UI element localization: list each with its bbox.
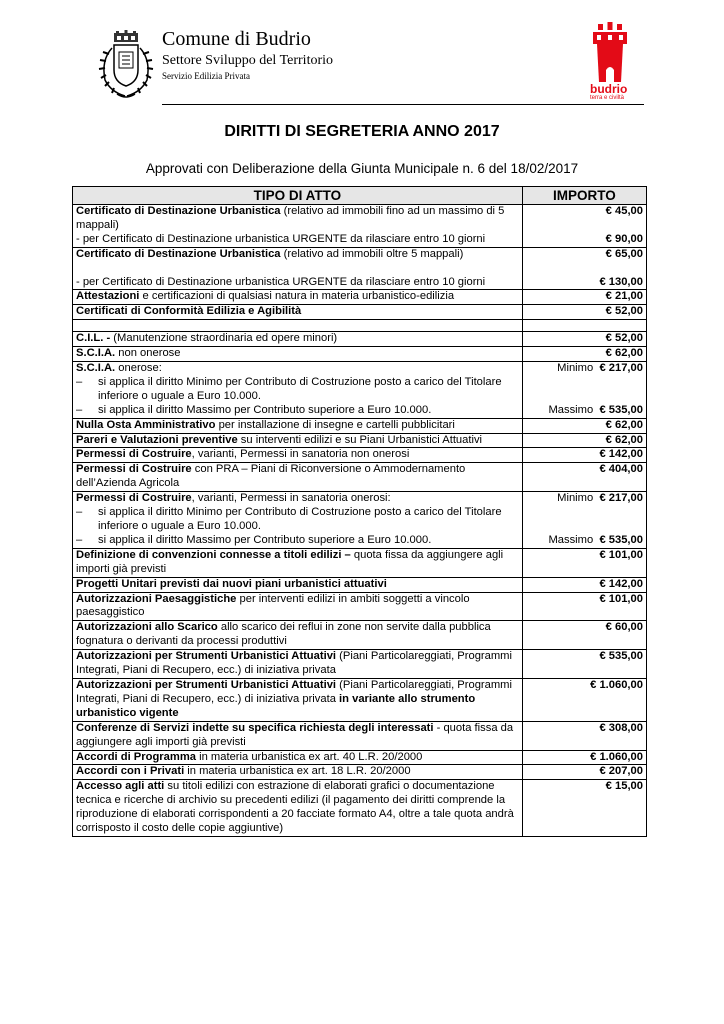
row-amount: € 21,00: [522, 290, 646, 305]
row-text: (Piani Particolareggiati, Programmi Integrati, Piani di Recupero, ecc.) di iniziativa privata: [76, 678, 512, 705]
subitem-text: si applica il diritto Massimo per Contributo superiore a Euro 10.000.: [98, 403, 432, 416]
table-row: [73, 247, 647, 290]
row-text: per installazione di insegne e cartelli pubblicitari: [215, 418, 455, 431]
logo-wordmark: budrio: [590, 82, 628, 96]
row-text: (Manutenzione straordinaria ed opere minori): [110, 332, 338, 345]
subitem-text: si applica il diritto Massimo per Contributo superiore a Euro 10.000.: [98, 533, 432, 546]
minimum-amount: € 217,00: [599, 492, 643, 505]
row-title: Nulla Osta Amministrativo: [76, 418, 216, 431]
table-row: [73, 548, 647, 577]
dash-bullet: –: [76, 506, 83, 519]
row-text: su interventi edilizi e su Piani Urbanistici Attuativi: [237, 433, 483, 446]
row-amount: € 62,00: [522, 433, 646, 448]
municipality-name: Comune di Budrio: [162, 28, 311, 50]
row-text: - quota fissa da aggiungere agli importi già previsti: [76, 721, 514, 748]
row-description: [73, 332, 523, 347]
row-title: Autorizzazioni per Strumenti Urbanistici Attuativi: [76, 650, 337, 663]
row-sub-amount: € 90,00: [605, 232, 643, 245]
row-text: in materia urbanistica ex art. 18 L.R. 20/2000: [184, 765, 411, 778]
row-text: e certificazioni di qualsiasi natura in materia urbanistico-edilizia: [139, 290, 455, 303]
row-amount-minimum: [526, 492, 643, 506]
row-subitem: - per Certificato di Destinazione urbanistica URGENTE da rilasciare entro 10 giorni: [76, 232, 486, 245]
document-subtitle: Approvati con Deliberazione della Giunta Municipale n. 6 del 18/02/2017: [145, 161, 579, 176]
row-description: [73, 305, 523, 320]
row-title: Accordi di Programma: [76, 750, 196, 763]
column-header-amount: IMPORTO: [522, 187, 646, 205]
table-row: [73, 433, 647, 448]
row-description: [73, 362, 523, 419]
minimum-label: Minimo: [557, 362, 594, 375]
row-title: Autorizzazioni Paesaggistiche: [76, 592, 237, 605]
row-description: [73, 205, 523, 248]
row-title: Autorizzazioni per Strumenti Urbanistici Attuativi: [76, 678, 337, 691]
row-amount-cell: [522, 205, 646, 248]
table-row: [73, 678, 647, 721]
row-amount: € 101,00: [522, 592, 646, 621]
subitem-text: si applica il diritto Minimo per Contributo di Costruzione posto a carico del Titolare inferiore o uguale a Euro 10.000.: [98, 375, 502, 402]
row-text: per interventi edilizi in ambiti soggetti a vincolo paesaggistico: [76, 592, 470, 619]
row-description: [73, 548, 523, 577]
row-text: , varianti, Permessi in sanatoria non onerosi: [191, 448, 410, 461]
table-row: [73, 750, 647, 765]
row-text: , varianti, Permessi in sanatoria onerosi:: [191, 492, 391, 505]
row-amount: € 142,00: [522, 577, 646, 592]
row-amount: € 101,00: [522, 548, 646, 577]
row-title: Progetti Unitari previsti dai nuovi piani urbanistici attuativi: [76, 577, 387, 590]
row-title: Permessi di Costruire: [76, 463, 192, 476]
row-description: [73, 492, 523, 549]
minimum-label: Minimo: [557, 492, 594, 505]
row-title: Conferenze di Servizi indette su specifica richiesta degli interessati: [76, 721, 434, 734]
table-row: [73, 592, 647, 621]
row-title: Autorizzazioni allo Scarico: [76, 621, 218, 634]
row-description: [73, 621, 523, 650]
service-name: Servizio Edilizia Privata: [162, 71, 250, 81]
row-description: [73, 433, 523, 448]
row-subitem-maximum: [76, 534, 519, 548]
municipal-crest-icon: [95, 30, 157, 102]
row-title: Certificati di Conformità Edilizia e Agibilità: [76, 305, 302, 318]
table-row: [73, 621, 647, 650]
row-title: S.C.I.A.: [76, 347, 116, 360]
row-title: C.I.L. -: [76, 332, 111, 345]
row-amount: € 52,00: [522, 305, 646, 320]
row-amount: € 15,00: [522, 780, 646, 837]
row-title: Attestazioni: [76, 290, 140, 303]
row-text: con PRA – Piani di Riconversione o Ammodernamento dell’Azienda Agricola: [76, 463, 466, 490]
row-description: [73, 247, 523, 290]
row-text: (Piani Particolareggiati, Programmi Integrati, Piani di Recupero, ecc.) di iniziativa privata: [76, 650, 512, 677]
maximum-amount: € 535,00: [599, 533, 643, 546]
table-row: [73, 332, 647, 347]
table-row: [73, 205, 647, 248]
row-title: Permessi di Costruire: [76, 448, 192, 461]
row-title: Pareri e Valutazioni preventive: [76, 433, 238, 446]
row-emphasis: in variante allo strumento urbanistico vigente: [76, 692, 476, 719]
table-row: [73, 347, 647, 362]
row-amount: € 535,00: [522, 650, 646, 679]
row-text: allo scarico dei reflui in zone non servite dalla pubblica fognatura o derivanti da processi produttivi: [76, 621, 491, 648]
header-text: [162, 28, 333, 81]
row-title: Definizione di convenzioni connesse a titoli edilizi –: [76, 548, 351, 561]
maximum-label: Massimo: [548, 403, 594, 416]
dash-bullet: –: [76, 375, 83, 388]
column-header-type: TIPO DI ATTO: [73, 187, 523, 205]
row-title: S.C.I.A.: [76, 362, 116, 375]
table-row: [73, 577, 647, 592]
table-row: [73, 290, 647, 305]
row-amount-cell: [522, 492, 646, 549]
row-amount: € 142,00: [522, 448, 646, 463]
row-description: [73, 577, 523, 592]
table-row: [73, 305, 647, 320]
row-amount-cell: [522, 362, 646, 419]
row-description: [73, 347, 523, 362]
table-row: [73, 463, 647, 492]
sector-name: Settore Sviluppo del Territorio: [162, 53, 334, 68]
table-row: [73, 721, 647, 750]
row-description: [73, 678, 523, 721]
row-amount-maximum: [526, 404, 643, 418]
row-amount: € 207,00: [522, 765, 646, 780]
minimum-amount: € 217,00: [599, 362, 643, 375]
row-amount: € 45,00: [605, 205, 643, 217]
row-amount: € 308,00: [522, 721, 646, 750]
row-title: Certificato di Destinazione Urbanistica: [76, 205, 281, 217]
fees-table: [72, 186, 647, 837]
row-subitem-minimum: [76, 376, 519, 404]
row-description: [73, 750, 523, 765]
row-amount: € 1.060,00: [522, 750, 646, 765]
row-description: [73, 290, 523, 305]
table-row: [73, 418, 647, 433]
row-description: [73, 721, 523, 750]
row-sub-amount: € 130,00: [599, 275, 643, 288]
row-description: [73, 780, 523, 837]
table-spacer-row: [73, 320, 647, 332]
row-amount-minimum: [526, 362, 643, 376]
row-amount-cell: [522, 247, 646, 290]
row-text: quota fissa da aggiungere agli importi già previsti: [76, 548, 504, 575]
table-row: [73, 650, 647, 679]
row-description: [73, 448, 523, 463]
table-header-row: [73, 187, 647, 205]
header-divider: [162, 104, 644, 105]
row-text: su titoli edilizi con estrazione di elaborati grafici o documentazione tecnica e ricerche di archivio su precedenti edilizi (il pagamento dei diritti comprende la riproduzione di elaborati corrispondenti a 20 facciate formato A4, oltre a tale quota andrà corrisposto il costo delle copie aggiuntive): [76, 780, 514, 835]
maximum-amount: € 535,00: [599, 403, 643, 416]
row-description: [73, 592, 523, 621]
table-row: [73, 492, 647, 549]
table-row: [73, 448, 647, 463]
dash-bullet: –: [76, 403, 83, 416]
dash-bullet: –: [76, 533, 83, 546]
row-subitem-minimum: [76, 506, 519, 534]
row-title: Permessi di Costruire: [76, 492, 192, 505]
table-row: [73, 362, 647, 419]
row-text: (relativo ad immobili oltre 5 mappali): [280, 247, 464, 260]
table-row: [73, 765, 647, 780]
row-subitem-maximum: [76, 404, 519, 418]
row-amount-maximum: [526, 534, 643, 548]
subitem-text: si applica il diritto Minimo per Contributo di Costruzione posto a carico del Titolare inferiore o uguale a Euro 10.000.: [98, 506, 502, 533]
row-description: [73, 650, 523, 679]
row-amount: € 1.060,00: [522, 678, 646, 721]
row-text: onerose:: [115, 362, 162, 375]
row-subitem: - per Certificato di Destinazione urbanistica URGENTE da rilasciare entro 10 giorni: [76, 275, 486, 288]
row-title: Accordi con i Privati: [76, 765, 185, 778]
maximum-label: Massimo: [548, 533, 594, 546]
logo-tagline: terra e civiltà: [590, 95, 625, 101]
document-title: DIRITTI DI SEGRETERIA ANNO 2017: [224, 123, 500, 140]
row-amount: € 60,00: [522, 621, 646, 650]
row-amount: € 52,00: [522, 332, 646, 347]
row-text: in materia urbanistica ex art. 40 L.R. 20/2000: [196, 750, 423, 763]
row-description: [73, 463, 523, 492]
row-title: Accesso agli atti: [76, 780, 165, 793]
row-amount: € 404,00: [522, 463, 646, 492]
row-description: [73, 765, 523, 780]
table-row: [73, 780, 647, 837]
row-description: [73, 418, 523, 433]
row-amount: € 62,00: [522, 347, 646, 362]
row-text: non onerose: [115, 347, 181, 360]
row-amount: € 65,00: [605, 247, 643, 260]
row-title: Certificato di Destinazione Urbanistica: [76, 247, 281, 260]
row-amount: € 62,00: [522, 418, 646, 433]
row-text: (relativo ad immobili fino ad un massimo di 5 mappali): [76, 205, 505, 231]
